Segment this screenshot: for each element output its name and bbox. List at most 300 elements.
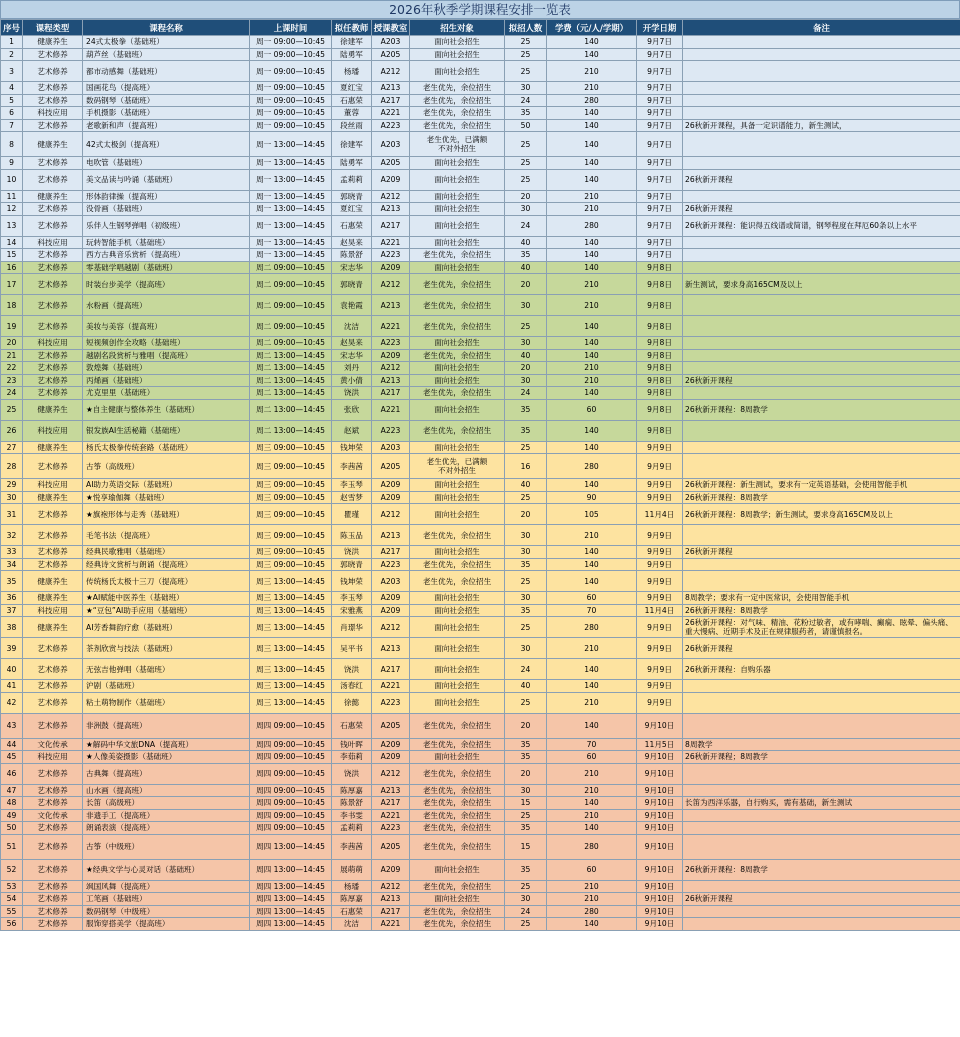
cell-fee[interactable]: 140 (547, 479, 637, 492)
cell-time[interactable]: 周一 09:00—10:45 (250, 48, 332, 61)
cell-name[interactable]: 水粉画（提高班） (83, 295, 250, 316)
cell-teacher[interactable]: 石惠荣 (332, 215, 372, 236)
cell-teacher[interactable]: 孟莉莉 (332, 822, 372, 835)
cell-target[interactable]: 老生优先，余位招生 (410, 713, 505, 738)
cell-room[interactable]: A209 (372, 592, 410, 605)
cell-type[interactable]: 艺术修养 (23, 713, 83, 738)
cell-fee[interactable]: 210 (547, 295, 637, 316)
cell-fee[interactable]: 140 (547, 337, 637, 350)
cell-type[interactable]: 艺术修养 (23, 215, 83, 236)
cell-name[interactable]: ★旗袍形体与走秀（基础班） (83, 504, 250, 525)
cell-name[interactable]: 老歌新和声（提高班） (83, 119, 250, 132)
cell-date[interactable]: 9月7日 (637, 61, 683, 82)
cell-date[interactable]: 9月8日 (637, 349, 683, 362)
cell-room[interactable]: A212 (372, 763, 410, 784)
cell-note[interactable] (683, 61, 960, 82)
cell-type[interactable]: 艺术修养 (23, 784, 83, 797)
cell-no[interactable]: 54 (1, 893, 23, 906)
cell-note[interactable]: 26秋新开课程：8周教学 (683, 604, 960, 617)
cell-type[interactable]: 健康养生 (23, 399, 83, 420)
cell-name[interactable]: 经典诗文赏析与朗诵（提高班） (83, 558, 250, 571)
cell-teacher[interactable]: 董蓉 (332, 107, 372, 120)
cell-no[interactable]: 28 (1, 454, 23, 479)
cell-num[interactable]: 30 (505, 374, 547, 387)
cell-teacher[interactable]: 饶洪 (332, 763, 372, 784)
cell-type[interactable]: 艺术修养 (23, 61, 83, 82)
cell-name[interactable]: AI助力英语交际（基础班） (83, 479, 250, 492)
cell-date[interactable]: 9月7日 (637, 119, 683, 132)
header-date[interactable]: 开学日期 (637, 20, 683, 36)
header-note[interactable]: 备注 (683, 20, 960, 36)
cell-note[interactable] (683, 571, 960, 592)
cell-type[interactable]: 科技应用 (23, 420, 83, 441)
cell-time[interactable]: 周一 09:00—10:45 (250, 36, 332, 49)
cell-teacher[interactable]: 李玉琴 (332, 479, 372, 492)
cell-room[interactable]: A209 (372, 261, 410, 274)
cell-target[interactable]: 面向社会招生 (410, 692, 505, 713)
cell-type[interactable]: 艺术修养 (23, 157, 83, 170)
cell-target[interactable]: 老生优先，余位招生 (410, 905, 505, 918)
cell-target[interactable]: 老生优先，余位招生 (410, 387, 505, 400)
cell-room[interactable]: A213 (372, 784, 410, 797)
cell-teacher[interactable]: 沈洁 (332, 316, 372, 337)
cell-target[interactable]: 面向社会招生 (410, 751, 505, 764)
cell-time[interactable]: 周三 13:00—14:45 (250, 604, 332, 617)
cell-time[interactable]: 周四 09:00—10:45 (250, 784, 332, 797)
cell-teacher[interactable]: 宋志华 (332, 349, 372, 362)
cell-room[interactable]: A217 (372, 659, 410, 680)
cell-note[interactable] (683, 558, 960, 571)
cell-time[interactable]: 周二 13:00—14:45 (250, 420, 332, 441)
cell-room[interactable]: A212 (372, 61, 410, 82)
cell-target[interactable]: 面向社会招生 (410, 592, 505, 605)
cell-num[interactable]: 25 (505, 918, 547, 931)
cell-fee[interactable]: 280 (547, 905, 637, 918)
cell-no[interactable]: 19 (1, 316, 23, 337)
cell-no[interactable]: 3 (1, 61, 23, 82)
cell-no[interactable]: 34 (1, 558, 23, 571)
cell-no[interactable]: 16 (1, 261, 23, 274)
cell-target[interactable]: 老生优先，余位招生 (410, 918, 505, 931)
cell-note[interactable] (683, 834, 960, 859)
cell-teacher[interactable]: 饶洪 (332, 546, 372, 559)
cell-room[interactable]: A217 (372, 546, 410, 559)
cell-time[interactable]: 周四 13:00—14:45 (250, 893, 332, 906)
cell-no[interactable]: 1 (1, 36, 23, 49)
cell-time[interactable]: 周二 09:00—10:45 (250, 316, 332, 337)
cell-num[interactable]: 35 (505, 399, 547, 420)
cell-no[interactable]: 36 (1, 592, 23, 605)
cell-room[interactable]: A221 (372, 236, 410, 249)
cell-room[interactable]: A213 (372, 525, 410, 546)
cell-no[interactable]: 25 (1, 399, 23, 420)
cell-room[interactable]: A209 (372, 604, 410, 617)
cell-fee[interactable]: 60 (547, 751, 637, 764)
cell-time[interactable]: 周三 13:00—14:45 (250, 571, 332, 592)
cell-target[interactable]: 老生优先，余位招生 (410, 249, 505, 262)
cell-teacher[interactable]: 李玉琴 (332, 592, 372, 605)
cell-teacher[interactable]: 徐懿 (332, 692, 372, 713)
cell-time[interactable]: 周一 09:00—10:45 (250, 119, 332, 132)
cell-note[interactable]: 26秋新开课程：新生测试，要求有一定英语基础，会使用智能手机 (683, 479, 960, 492)
cell-num[interactable]: 30 (505, 592, 547, 605)
cell-fee[interactable]: 90 (547, 491, 637, 504)
cell-name[interactable]: 没骨画（基础班） (83, 203, 250, 216)
cell-target[interactable]: 面向社会招生 (410, 190, 505, 203)
cell-type[interactable]: 艺术修养 (23, 880, 83, 893)
cell-no[interactable]: 17 (1, 274, 23, 295)
cell-teacher[interactable]: 钱坤荣 (332, 571, 372, 592)
cell-teacher[interactable]: 瞿瑾 (332, 504, 372, 525)
cell-note[interactable]: 26秋新开课程 (683, 169, 960, 190)
cell-fee[interactable]: 210 (547, 692, 637, 713)
cell-room[interactable]: A213 (372, 638, 410, 659)
cell-date[interactable]: 9月9日 (637, 525, 683, 546)
cell-fee[interactable]: 210 (547, 203, 637, 216)
cell-teacher[interactable]: 陈景舒 (332, 249, 372, 262)
cell-date[interactable]: 9月8日 (637, 274, 683, 295)
cell-type[interactable]: 艺术修养 (23, 119, 83, 132)
cell-no[interactable]: 51 (1, 834, 23, 859)
cell-target[interactable]: 老生优先，已满额 不对外招生 (410, 132, 505, 157)
cell-date[interactable]: 9月10日 (637, 859, 683, 880)
cell-no[interactable]: 6 (1, 107, 23, 120)
cell-date[interactable]: 9月8日 (637, 399, 683, 420)
cell-num[interactable]: 25 (505, 61, 547, 82)
cell-no[interactable]: 37 (1, 604, 23, 617)
cell-teacher[interactable]: 赵昊来 (332, 337, 372, 350)
cell-fee[interactable]: 60 (547, 859, 637, 880)
cell-note[interactable]: 26秋新开课程 (683, 374, 960, 387)
cell-teacher[interactable]: 陈厚嘉 (332, 893, 372, 906)
cell-type[interactable]: 艺术修养 (23, 349, 83, 362)
cell-no[interactable]: 26 (1, 420, 23, 441)
cell-date[interactable]: 9月10日 (637, 797, 683, 810)
cell-note[interactable] (683, 441, 960, 454)
cell-time[interactable]: 周一 09:00—10:45 (250, 61, 332, 82)
cell-name[interactable]: 服饰穿搭美学（提高班） (83, 918, 250, 931)
cell-room[interactable]: A203 (372, 441, 410, 454)
cell-teacher[interactable]: 黄小倩 (332, 374, 372, 387)
cell-type[interactable]: 艺术修养 (23, 261, 83, 274)
cell-target[interactable]: 面向社会招生 (410, 261, 505, 274)
cell-room[interactable]: A221 (372, 107, 410, 120)
cell-target[interactable]: 面向社会招生 (410, 215, 505, 236)
cell-fee[interactable]: 280 (547, 454, 637, 479)
cell-teacher[interactable]: 陈景舒 (332, 797, 372, 810)
cell-teacher[interactable]: 石惠荣 (332, 905, 372, 918)
cell-note[interactable] (683, 82, 960, 95)
cell-fee[interactable]: 280 (547, 94, 637, 107)
cell-name[interactable]: ★AI赋能中医养生（基础班） (83, 592, 250, 605)
cell-date[interactable]: 9月9日 (637, 454, 683, 479)
header-teacher[interactable]: 拟任教师 (332, 20, 372, 36)
header-type[interactable]: 课程类型 (23, 20, 83, 36)
cell-date[interactable]: 11月4日 (637, 604, 683, 617)
cell-name[interactable]: 葫芦丝（基础班） (83, 48, 250, 61)
cell-teacher[interactable]: 袁艳霞 (332, 295, 372, 316)
cell-note[interactable] (683, 880, 960, 893)
cell-date[interactable]: 9月8日 (637, 337, 683, 350)
cell-no[interactable]: 11 (1, 190, 23, 203)
cell-time[interactable]: 周三 13:00—14:45 (250, 659, 332, 680)
cell-type[interactable]: 艺术修养 (23, 295, 83, 316)
cell-name[interactable]: 形体韵律操（提高班） (83, 190, 250, 203)
cell-teacher[interactable]: 郭晓青 (332, 274, 372, 295)
cell-teacher[interactable]: 宋志华 (332, 261, 372, 274)
cell-no[interactable]: 13 (1, 215, 23, 236)
cell-date[interactable]: 9月10日 (637, 918, 683, 931)
cell-time[interactable]: 周三 13:00—14:45 (250, 680, 332, 693)
cell-room[interactable]: A223 (372, 119, 410, 132)
cell-name[interactable]: 尤克里里（基础班） (83, 387, 250, 400)
cell-note[interactable] (683, 809, 960, 822)
cell-date[interactable]: 9月9日 (637, 441, 683, 454)
cell-time[interactable]: 周四 09:00—10:45 (250, 797, 332, 810)
cell-fee[interactable]: 280 (547, 834, 637, 859)
cell-note[interactable]: 8周教学；要求有一定中医常识，会使用智能手机 (683, 592, 960, 605)
cell-num[interactable]: 40 (505, 349, 547, 362)
cell-fee[interactable]: 70 (547, 604, 637, 617)
cell-teacher[interactable]: 杨璠 (332, 880, 372, 893)
cell-name[interactable]: 敦煌舞（基础班） (83, 362, 250, 375)
cell-no[interactable]: 7 (1, 119, 23, 132)
cell-note[interactable]: 26秋新开课程 (683, 546, 960, 559)
cell-no[interactable]: 30 (1, 491, 23, 504)
cell-name[interactable]: 非洲鼓（提高班） (83, 713, 250, 738)
cell-num[interactable]: 25 (505, 441, 547, 454)
cell-type[interactable]: 文化传承 (23, 809, 83, 822)
cell-num[interactable]: 15 (505, 834, 547, 859)
cell-num[interactable]: 30 (505, 893, 547, 906)
cell-type[interactable]: 健康养生 (23, 592, 83, 605)
cell-note[interactable] (683, 337, 960, 350)
cell-note[interactable] (683, 107, 960, 120)
cell-name[interactable]: ★经典文学与心灵对话（基础班） (83, 859, 250, 880)
cell-type[interactable]: 艺术修养 (23, 859, 83, 880)
cell-name[interactable]: 24式太极拳（基础班） (83, 36, 250, 49)
cell-teacher[interactable]: 宋雅燕 (332, 604, 372, 617)
cell-note[interactable] (683, 420, 960, 441)
cell-room[interactable]: A217 (372, 94, 410, 107)
cell-teacher[interactable]: 钱叶晖 (332, 738, 372, 751)
cell-date[interactable]: 9月8日 (637, 362, 683, 375)
cell-note[interactable] (683, 822, 960, 835)
cell-date[interactable]: 9月10日 (637, 751, 683, 764)
cell-num[interactable]: 35 (505, 859, 547, 880)
cell-time[interactable]: 周四 13:00—14:45 (250, 834, 332, 859)
cell-date[interactable]: 9月10日 (637, 763, 683, 784)
cell-fee[interactable]: 140 (547, 261, 637, 274)
cell-num[interactable]: 25 (505, 692, 547, 713)
cell-room[interactable]: A209 (372, 859, 410, 880)
cell-num[interactable]: 40 (505, 236, 547, 249)
cell-target[interactable]: 老生优先，余位招生 (410, 107, 505, 120)
cell-target[interactable]: 老生优先，余位招生 (410, 316, 505, 337)
cell-date[interactable]: 11月5日 (637, 738, 683, 751)
cell-name[interactable]: 数码钢琴（基础班） (83, 94, 250, 107)
cell-type[interactable]: 艺术修养 (23, 680, 83, 693)
cell-fee[interactable]: 140 (547, 680, 637, 693)
cell-room[interactable]: A205 (372, 834, 410, 859)
cell-num[interactable]: 25 (505, 169, 547, 190)
cell-fee[interactable]: 140 (547, 558, 637, 571)
cell-name[interactable]: 零基础学唱越剧（基础班） (83, 261, 250, 274)
cell-date[interactable]: 9月8日 (637, 261, 683, 274)
cell-time[interactable]: 周四 13:00—14:45 (250, 905, 332, 918)
cell-fee[interactable]: 210 (547, 362, 637, 375)
cell-no[interactable]: 21 (1, 349, 23, 362)
cell-no[interactable]: 41 (1, 680, 23, 693)
cell-type[interactable]: 科技应用 (23, 337, 83, 350)
cell-name[interactable]: 沪剧（基础班） (83, 680, 250, 693)
header-time[interactable]: 上课时间 (250, 20, 332, 36)
cell-fee[interactable]: 140 (547, 713, 637, 738)
cell-time[interactable]: 周三 09:00—10:45 (250, 558, 332, 571)
cell-target[interactable]: 面向社会招生 (410, 169, 505, 190)
cell-fee[interactable]: 280 (547, 215, 637, 236)
cell-name[interactable]: 飒国风舞（提高班） (83, 880, 250, 893)
cell-teacher[interactable]: 徐建军 (332, 132, 372, 157)
cell-note[interactable] (683, 525, 960, 546)
cell-num[interactable]: 50 (505, 119, 547, 132)
cell-time[interactable]: 周一 13:00—14:45 (250, 236, 332, 249)
cell-no[interactable]: 46 (1, 763, 23, 784)
cell-target[interactable]: 老生优先，余位招生 (410, 274, 505, 295)
cell-type[interactable]: 艺术修养 (23, 659, 83, 680)
cell-time[interactable]: 周四 13:00—14:45 (250, 859, 332, 880)
cell-room[interactable]: A221 (372, 809, 410, 822)
cell-fee[interactable]: 140 (547, 918, 637, 931)
cell-num[interactable]: 20 (505, 713, 547, 738)
cell-type[interactable]: 健康养生 (23, 36, 83, 49)
cell-type[interactable]: 健康养生 (23, 441, 83, 454)
cell-time[interactable]: 周三 13:00—14:45 (250, 692, 332, 713)
cell-name[interactable]: 丙烯画（基础班） (83, 374, 250, 387)
cell-no[interactable]: 20 (1, 337, 23, 350)
cell-type[interactable]: 科技应用 (23, 236, 83, 249)
cell-name[interactable]: 无弦吉他弹唱（基础班） (83, 659, 250, 680)
cell-date[interactable]: 9月10日 (637, 834, 683, 859)
cell-time[interactable]: 周二 13:00—14:45 (250, 362, 332, 375)
cell-time[interactable]: 周四 09:00—10:45 (250, 822, 332, 835)
cell-room[interactable]: A212 (372, 880, 410, 893)
cell-type[interactable]: 艺术修养 (23, 504, 83, 525)
cell-date[interactable]: 9月9日 (637, 680, 683, 693)
cell-fee[interactable]: 140 (547, 571, 637, 592)
cell-time[interactable]: 周三 09:00—10:45 (250, 454, 332, 479)
cell-time[interactable]: 周一 13:00—14:45 (250, 249, 332, 262)
cell-name[interactable]: 西方古典音乐赏析（提高班） (83, 249, 250, 262)
cell-note[interactable] (683, 190, 960, 203)
cell-date[interactable]: 9月7日 (637, 157, 683, 170)
cell-room[interactable]: A205 (372, 454, 410, 479)
cell-time[interactable]: 周四 13:00—14:45 (250, 880, 332, 893)
cell-time[interactable]: 周二 13:00—14:45 (250, 399, 332, 420)
cell-num[interactable]: 25 (505, 132, 547, 157)
cell-fee[interactable]: 140 (547, 157, 637, 170)
cell-fee[interactable]: 210 (547, 61, 637, 82)
cell-teacher[interactable]: 郭晓青 (332, 558, 372, 571)
cell-type[interactable]: 健康养生 (23, 491, 83, 504)
cell-target[interactable]: 老生优先，余位招生 (410, 420, 505, 441)
cell-time[interactable]: 周四 09:00—10:45 (250, 713, 332, 738)
cell-type[interactable]: 艺术修养 (23, 82, 83, 95)
cell-date[interactable]: 9月9日 (637, 546, 683, 559)
cell-note[interactable]: 26秋新开课程；8周教学 (683, 751, 960, 764)
cell-type[interactable]: 艺术修养 (23, 692, 83, 713)
cell-note[interactable] (683, 692, 960, 713)
cell-num[interactable]: 30 (505, 525, 547, 546)
cell-type[interactable]: 艺术修养 (23, 169, 83, 190)
cell-target[interactable]: 面向社会招生 (410, 546, 505, 559)
cell-note[interactable] (683, 918, 960, 931)
cell-teacher[interactable]: 沈洁 (332, 918, 372, 931)
cell-num[interactable]: 40 (505, 479, 547, 492)
cell-room[interactable]: A209 (372, 738, 410, 751)
cell-type[interactable]: 艺术修养 (23, 203, 83, 216)
cell-no[interactable]: 29 (1, 479, 23, 492)
cell-no[interactable]: 18 (1, 295, 23, 316)
cell-target[interactable]: 老生优先，余位招生 (410, 797, 505, 810)
cell-time[interactable]: 周四 09:00—10:45 (250, 809, 332, 822)
cell-teacher[interactable]: 徐建军 (332, 36, 372, 49)
cell-no[interactable]: 12 (1, 203, 23, 216)
cell-teacher[interactable]: 展萌萌 (332, 859, 372, 880)
cell-no[interactable]: 8 (1, 132, 23, 157)
cell-type[interactable]: 健康养生 (23, 190, 83, 203)
cell-room[interactable]: A221 (372, 918, 410, 931)
cell-fee[interactable]: 210 (547, 784, 637, 797)
cell-date[interactable]: 9月7日 (637, 249, 683, 262)
cell-room[interactable]: A203 (372, 132, 410, 157)
cell-note[interactable]: 8周教学 (683, 738, 960, 751)
cell-target[interactable]: 老生优先，余位招生 (410, 571, 505, 592)
cell-type[interactable]: 科技应用 (23, 107, 83, 120)
header-name[interactable]: 课程名称 (83, 20, 250, 36)
cell-type[interactable]: 艺术修养 (23, 546, 83, 559)
cell-target[interactable]: 面向社会招生 (410, 491, 505, 504)
cell-name[interactable]: 短视频创作全攻略（基础班） (83, 337, 250, 350)
header-target[interactable]: 招生对象 (410, 20, 505, 36)
cell-date[interactable]: 9月8日 (637, 316, 683, 337)
cell-teacher[interactable]: 陆勇军 (332, 157, 372, 170)
cell-target[interactable]: 老生优先，余位招生 (410, 82, 505, 95)
cell-room[interactable]: A223 (372, 420, 410, 441)
cell-room[interactable]: A223 (372, 822, 410, 835)
cell-type[interactable]: 艺术修养 (23, 918, 83, 931)
header-fee[interactable]: 学费（元/人/学期） (547, 20, 637, 36)
cell-num[interactable]: 16 (505, 454, 547, 479)
cell-no[interactable]: 55 (1, 905, 23, 918)
cell-target[interactable]: 面向社会招生 (410, 893, 505, 906)
cell-num[interactable]: 30 (505, 82, 547, 95)
cell-room[interactable]: A223 (372, 692, 410, 713)
cell-time[interactable]: 周三 13:00—14:45 (250, 617, 332, 638)
cell-note[interactable] (683, 261, 960, 274)
cell-num[interactable]: 35 (505, 822, 547, 835)
cell-target[interactable]: 老生优先，余位招生 (410, 295, 505, 316)
cell-target[interactable]: 老生优先，余位招生 (410, 784, 505, 797)
cell-note[interactable] (683, 784, 960, 797)
cell-teacher[interactable]: 李茹莉 (332, 751, 372, 764)
cell-room[interactable]: A212 (372, 190, 410, 203)
cell-teacher[interactable]: 肖璟华 (332, 617, 372, 638)
cell-time[interactable]: 周一 13:00—14:45 (250, 169, 332, 190)
cell-target[interactable]: 面向社会招生 (410, 374, 505, 387)
cell-date[interactable]: 9月7日 (637, 169, 683, 190)
cell-no[interactable]: 52 (1, 859, 23, 880)
